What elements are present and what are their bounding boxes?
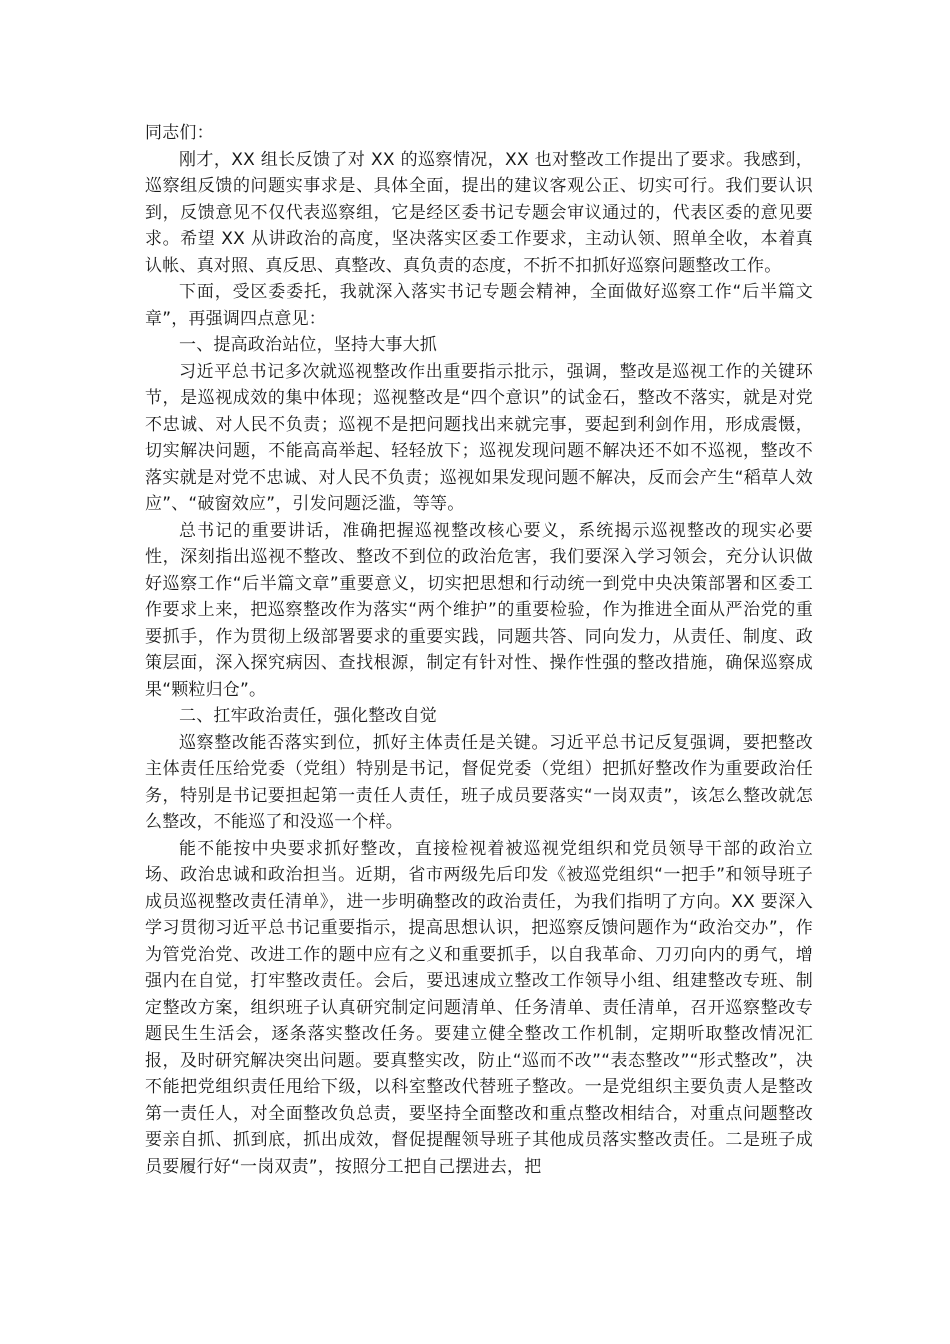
section-heading-2: 二、扛牢政治责任，强化整改自觉 xyxy=(179,706,437,726)
paragraph-intro-feedback: 刚才，XX 组长反馈了对 XX 的巡察情况，XX 也对整改工作提出了要求。我感到，巡察组反馈的问题实事求是、具体全面，提出的建议客观公正、切实可行。我们要认识到，反馈意见不仅代表巡察组，它是经区委书记专题会审议通过的，代表区委的意见要求。希望 XX 从讲政治的高度，坚决落实区委工作要求，主动认领、照单全收，本着真认帐、真对照、真反思、真整改、真负责的态度，不折不扣抓好巡察问题整改工作。 xyxy=(145,149,813,276)
section-heading-1: 一、提高政治站位，坚持大事大抓 xyxy=(179,335,437,355)
paragraph-section2-implementation: 能不能按中央要求抓好整改，直接检视着被巡视党组织和党员领导干部的政治立场、政治忠诚和政治担当。近期，省市两级先后印发《被巡党组织“一把手”和领导班子成员巡视整改责任清单》，进一步明确整改的政治责任，为我们指明了方向。XX 要深入学习贯彻习近平总书记重要指示，提高思想认识，把巡察反馈问题作为“政治交办”，作为管党治党、改进工作的题中应有之义和重要抓手，以自我革命、刀刃向内的勇气，增强内在自觉，打牢整改责任。会后，要迅速成立整改工作领导小组、组建整改专班、制定整改方案，组织班子认真研究制定问题清单、任务清单、责任清单，召开巡察整改专题民生生活会，逐条落实整改任务。要建立健全整改工作机制，定期听取整改情况汇报，及时研究解决突出问题。要真整实改，防止“巡而不改”“表态整改”“形式整改”，决不能把党组织责任甩给下级，以科室整改代替班子整改。一是党组织主要负责人是整改第一责任人，对全面整改负总责，要坚持全面整改和重点整改相结合，对重点问题整改要亲自抓、抓到底，抓出成效，督促提醒领导班子其他成员落实整改责任。二是班子成员要履行好“一岗双责”，按照分工把自己摆进去，把 xyxy=(145,838,813,1177)
paragraph-section1-instructions: 习近平总书记多次就巡视整改作出重要指示批示，强调，整改是巡视工作的关键环节，是巡视成效的集中体现；巡视整改是“四个意识”的试金石，整改不落实，就是对党不忠诚、对人民不负责；巡视不是把问题找出来就完事，要起到利剑作用，形成震慑，切实解决问题，不能高高举起、轻轻放下；巡视发现问题不解决还不如不巡视，整改不落实就是对党不忠诚、对人民不负责；巡视如果发现问题不解决，反而会产生“稻草人效应”、“破窗效应”，引发问题泛滥，等等。 xyxy=(145,361,813,514)
salutation: 同志们： xyxy=(145,123,214,143)
document-body xyxy=(145,120,813,1180)
paragraph-section1-understanding: 总书记的重要讲话，准确把握巡视整改核心要义，系统揭示巡视整改的现实必要性，深刻指出巡视不整改、整改不到位的政治危害，我们要深入学习领会，充分认识做好巡察工作“后半篇文章”重要意义，切实把思想和行动统一到党中央决策部署和区委工作要求上来，把巡察整改作为落实“两个维护”的重要检验，作为推进全面从严治党的重要抓手，作为贯彻上级部署要求的重要实践，同题共答、同向发力，从责任、制度、政策层面，深入探究病因、查找根源，制定有针对性、操作性强的整改措施，确保巡察成果“颗粒归仓”。 xyxy=(145,520,813,700)
paragraph-section2-responsibility: 巡察整改能否落实到位，抓好主体责任是关键。习近平总书记反复强调，要把整改主体责任压给党委（党组）特别是书记，督促党委（党组）把抓好整改作为重要政治任务，特别是书记要担起第一责任人责任，班子成员要落实“一岗双责”，该怎么整改就怎么整改，不能巡了和没巡一个样。 xyxy=(145,732,813,832)
paragraph-intro-four-points: 下面，受区委委托，我就深入落实书记专题会精神，全面做好巡察工作“后半篇文章”，再强调四点意见： xyxy=(145,282,813,329)
